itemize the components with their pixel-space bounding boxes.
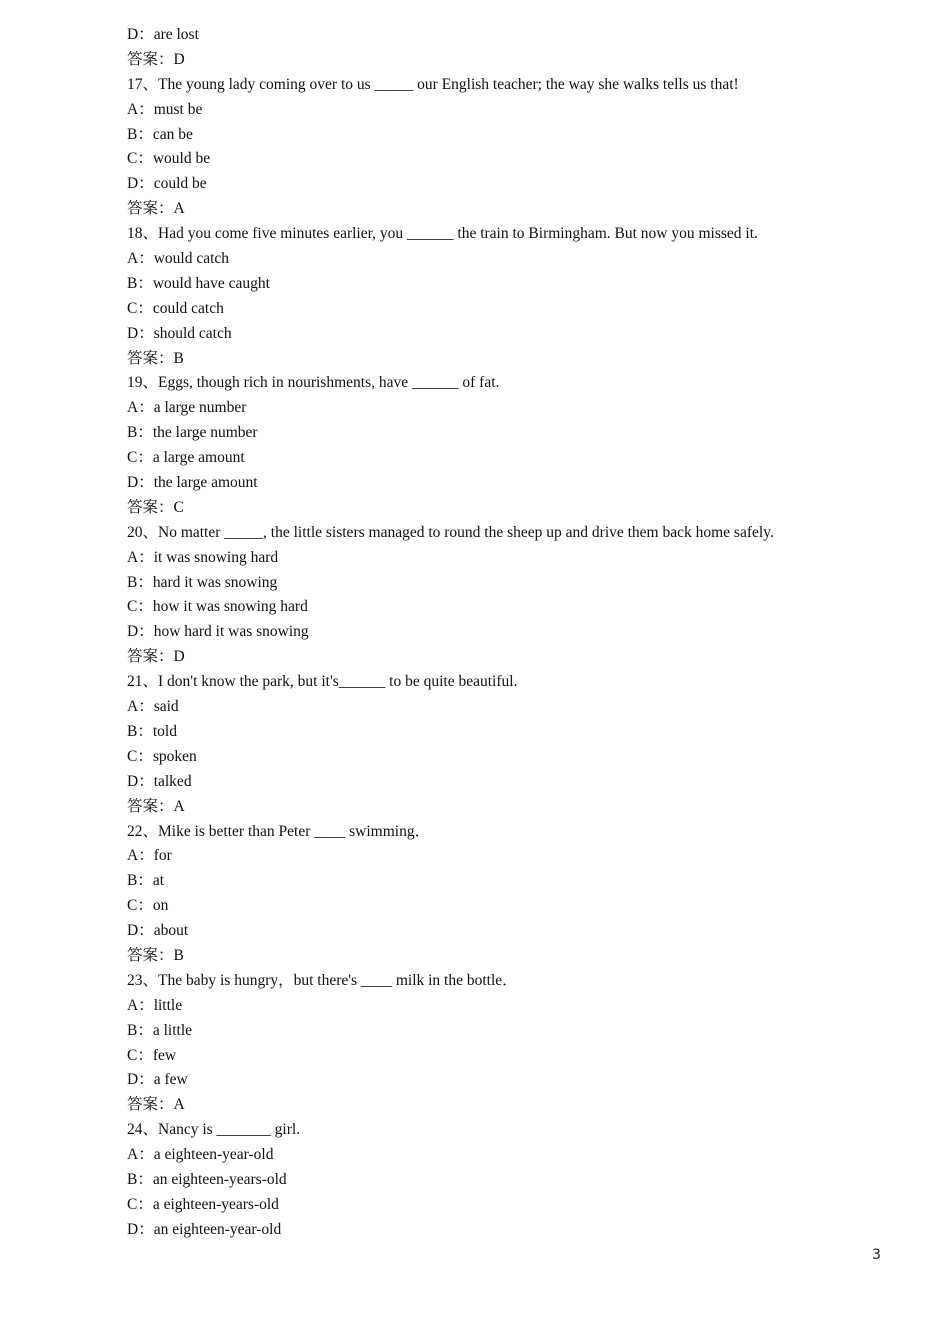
answer-key: 答案：A: [127, 797, 185, 815]
option-text: D：about: [127, 922, 189, 940]
option-text: A：it was snowing hard: [127, 548, 279, 566]
question-text: 22、Mike is better than Peter ____ swimming．: [127, 822, 431, 840]
option-text: D：the large amount: [127, 474, 258, 492]
option-text: A：little: [127, 996, 183, 1014]
option-text: B：would have caught: [127, 274, 270, 292]
option-text: C：few: [127, 1046, 177, 1064]
answer-key: 答案：A: [127, 1096, 185, 1114]
option-text: C：how it was snowing hard: [127, 598, 308, 616]
option-text: A：must be: [127, 100, 203, 118]
option-text: B：at: [127, 872, 165, 890]
option-text: B：can be: [127, 125, 193, 143]
option-text: D：a few: [127, 1071, 188, 1089]
answer-key: 答案：A: [127, 200, 185, 218]
option-text: C：on: [127, 897, 169, 915]
page-number: 3: [872, 1247, 881, 1263]
option-text: C：a eighteen-years-old: [127, 1195, 279, 1213]
answer-key: 答案：B: [127, 349, 184, 367]
option-text: B：the large number: [127, 424, 258, 442]
option-text: C：a large amount: [127, 449, 245, 467]
option-text: C：could catch: [127, 299, 224, 317]
option-text: A：a large number: [127, 399, 247, 417]
answer-key: 答案：B: [127, 946, 184, 964]
option-text: D：talked: [127, 772, 192, 790]
question-text: 18、Had you come five minutes earlier, you ______ the train to Birmingham. But now you missed it.: [127, 225, 758, 243]
option-text: A：a eighteen-year-old: [127, 1146, 274, 1164]
option-text: C：would be: [127, 150, 211, 168]
option-text: B：told: [127, 722, 177, 740]
question-text: 19、Eggs, though rich in nourishments, have ______ of fat.: [127, 374, 500, 392]
option-text: A：said: [127, 698, 179, 716]
question-text: 20、No matter _____, the little sisters managed to round the sheep up and drive them back home safely.: [127, 523, 774, 541]
question-text: 24、Nancy is _______ girl.: [127, 1121, 301, 1139]
answer-key: 答案：C: [127, 498, 184, 516]
option-text: D：an eighteen-year-old: [127, 1220, 282, 1238]
option-text: A：for: [127, 847, 172, 865]
option-text: C：spoken: [127, 747, 197, 765]
option-text: A：would catch: [127, 250, 230, 268]
option-text: D：are lost: [127, 26, 199, 43]
option-text: B：a little: [127, 1021, 193, 1039]
option-text: B：hard it was snowing: [127, 573, 278, 591]
option-text: B：an eighteen-years-old: [127, 1170, 287, 1188]
document-page: [127, 23, 907, 1243]
answer-key: 答案：D: [127, 648, 185, 666]
answer-key: 答案：D: [127, 50, 185, 68]
question-text: 23、The baby is hungry，but there's ____ milk in the bottle．: [127, 971, 518, 989]
option-text: D：could be: [127, 175, 207, 193]
option-text: D：how hard it was snowing: [127, 623, 309, 641]
option-text: D：should catch: [127, 324, 232, 342]
question-text: 17、The young lady coming over to us _____ our English teacher; the way she walks tells us that!: [127, 75, 739, 93]
question-text: 21、I don't know the park, but it's______ to be quite beautiful.: [127, 673, 518, 691]
